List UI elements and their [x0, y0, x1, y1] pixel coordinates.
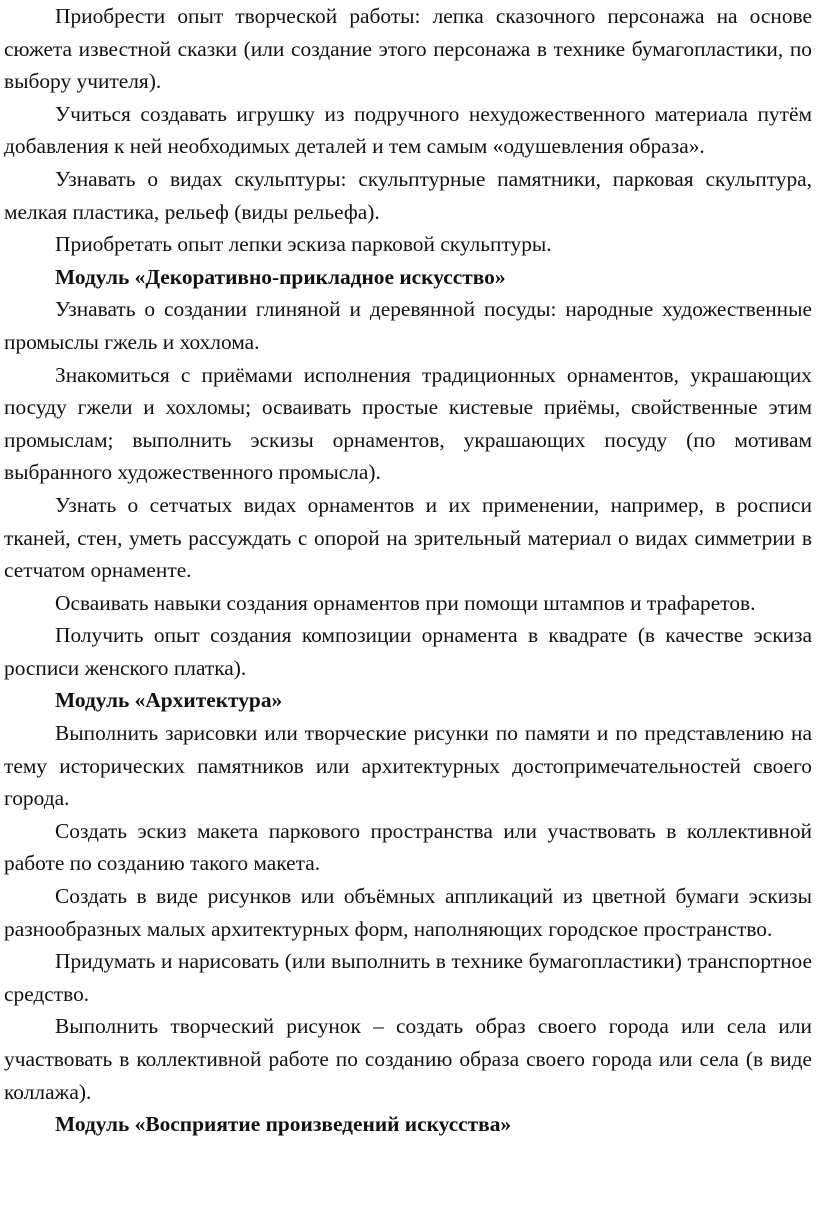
paragraph-historical-monuments-drawings: Выполнить зарисовки или творческие рисунки по памяти и по представлению на тему исторических памятников или архитектурных достопримечательностей своего города. [4, 721, 812, 811]
paragraph-transport-design: Придумать и нарисовать (или выполнить в технике бумагопластики) транспортное средство. [4, 949, 812, 1006]
paragraph-mesh-ornaments: Узнать о сетчатых видах орнаментов и их применении, например, в росписи тканей, стен, уметь рассуждать с опорой на зрительный материал о видах симметрии в сетчатом орнаменте. [4, 492, 812, 583]
paragraph-clay-wooden-dishes: Узнавать о создании глиняной и деревянной посуды: народные художественные промыслы гжель и хохлома. [4, 297, 812, 354]
paragraph-stamps-stencils: Осваивать навыки создания орнаментов при помощи штампов и трафаретов. [55, 590, 756, 615]
document-page [4, 0, 812, 1141]
paragraph-small-architectural-forms: Создать в виде рисунков или объёмных аппликаций из цветной бумаги эскизы разнообразных малых архитектурных форм, наполняющих городское пространство. [4, 884, 812, 941]
paragraph-square-ornament: Получить опыт создания композиции орнамента в квадрате (в качестве эскиза росписи женского платка). [4, 623, 812, 680]
paragraph-park-space-model: Создать эскиз макета паркового пространства или участвовать в коллективной работе по созданию такого макета. [4, 818, 812, 876]
paragraph-city-image-collage: Выполнить творческий рисунок – создать образ своего города или села или участвовать в коллективной работе по созданию образа своего города или села (в виде коллажа). [4, 1014, 812, 1104]
paragraph-toy-from-materials: Учиться создавать игрушку из подручного нехудожественного материала путём добавления к ней необходимых деталей и тем самым «одушевления образа». [4, 101, 812, 159]
heading-architecture: Модуль «Архитектура» [55, 688, 283, 713]
heading-decorative-applied-art: Модуль «Декоративно-прикладное искусство» [55, 264, 506, 289]
paragraph-sculpting-fairy-character: Приобрести опыт творческой работы: лепка сказочного персонажа на основе сюжета известной сказки (или создание этого персонажа в технике бумагопластики, по выбору учителя). [4, 4, 812, 94]
paragraph-park-sculpture-sketch: Приобретать опыт лепки эскиза парковой скульптуры. [55, 232, 552, 257]
heading-art-perception: Модуль «Восприятие произведений искусства» [55, 1112, 512, 1137]
paragraph-traditional-ornaments: Знакомиться с приёмами исполнения традиционных орнаментов, украшающих посуду гжели и хохломы; осваивать простые кистевые приёмы, свойственные этим промыслам; выполнить эскизы орнаментов, украшающих посуду (по мотивам выбранного художественного промысла). [4, 362, 812, 485]
paragraph-sculpture-types: Узнавать о видах скульптуры: скульптурные памятники, парковая скульптура, мелкая пластика, рельеф (виды рельефа). [4, 166, 812, 224]
